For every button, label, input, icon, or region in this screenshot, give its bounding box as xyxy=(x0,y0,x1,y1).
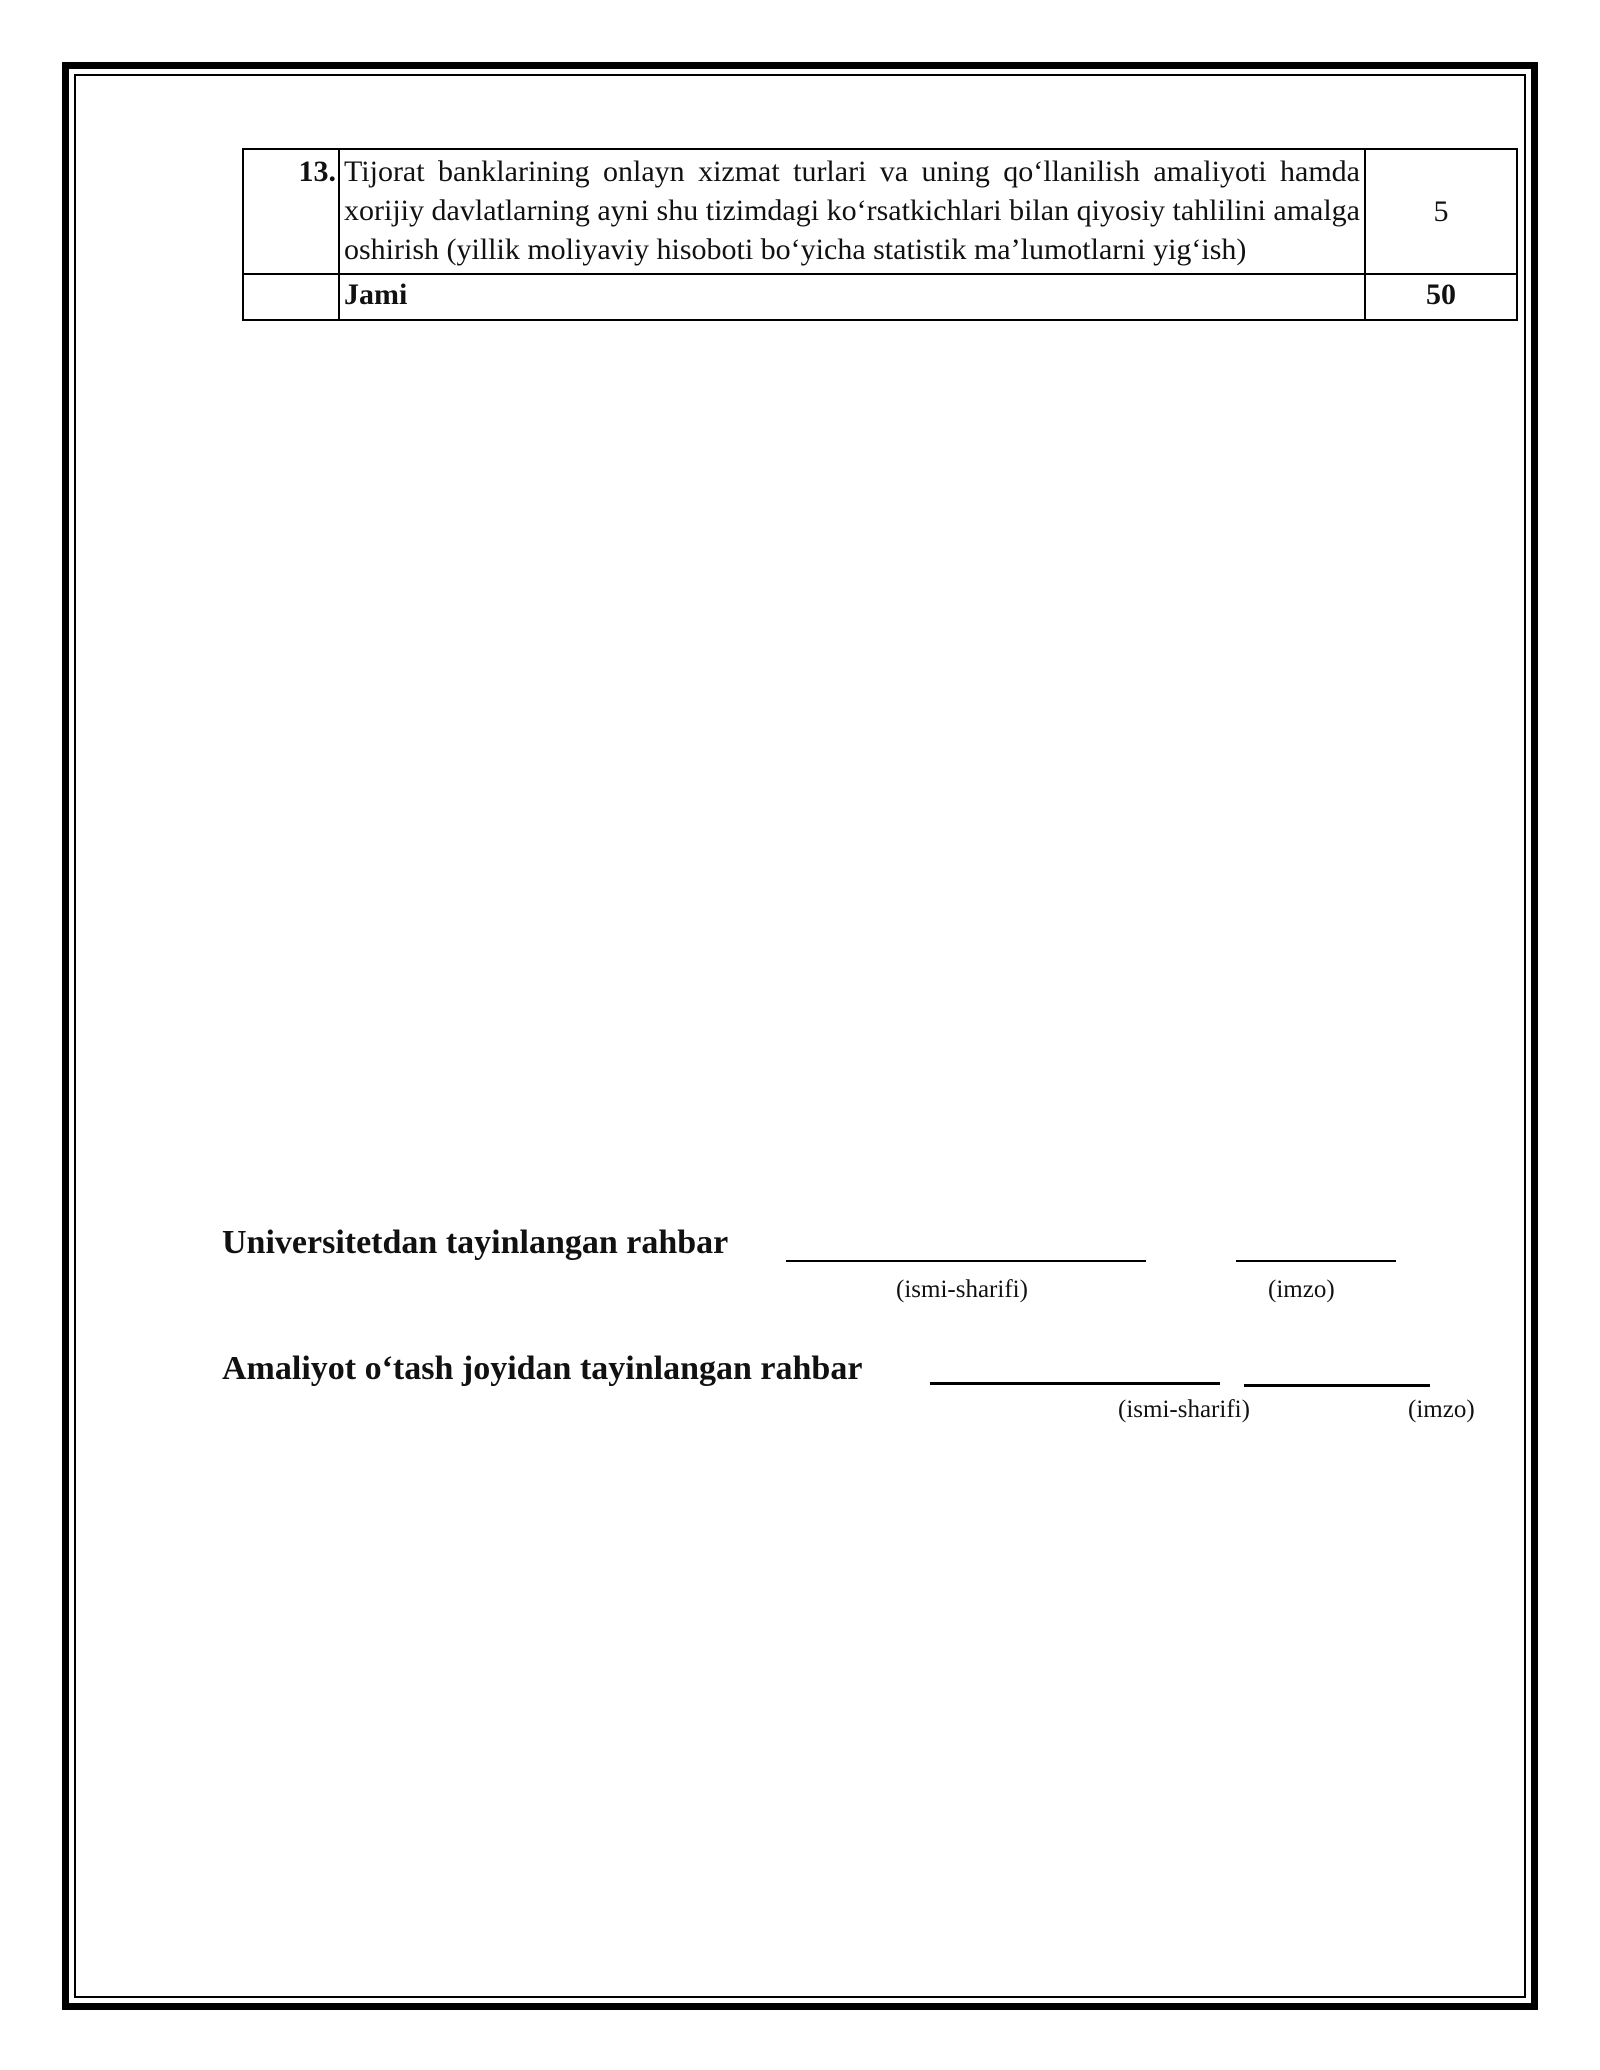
tasks-table xyxy=(242,148,1518,321)
practice-name-caption: (ismi-sharifi) xyxy=(1118,1396,1250,1423)
university-name-caption: (ismi-sharifi) xyxy=(896,1276,1028,1303)
total-label: Jami xyxy=(339,274,1365,320)
practice-supervisor-label: Amaliyot o‘tash joyidan tayinlangan rahbar xyxy=(222,1350,863,1387)
page-border-inner xyxy=(74,74,1526,1998)
row-number: 13. xyxy=(243,149,339,274)
total-score: 50 xyxy=(1365,274,1517,320)
task-description: Tijorat banklarining onlayn xizmat turlari va uning qo‘llanilish amaliyoti hamda xorijiy davlatlarning ayni shu tizimdagi ko‘rsatkichlari bilan qiyosiy tahlilini amalga oshirish (yillik moliyaviy hisoboti bo‘yicha statistik ma’lumotlarni yig‘ish) xyxy=(339,149,1365,274)
university-signature-caption: (imzo) xyxy=(1268,1276,1335,1303)
university-name-line xyxy=(786,1260,1146,1262)
university-signature-line xyxy=(1236,1260,1396,1262)
total-number-cell xyxy=(243,274,339,320)
task-score: 5 xyxy=(1365,149,1517,274)
total-row xyxy=(243,274,1517,320)
practice-signature-caption: (imzo) xyxy=(1408,1396,1475,1423)
table-row xyxy=(243,149,1517,274)
university-supervisor-label: Universitetdan tayinlangan rahbar xyxy=(222,1224,729,1261)
practice-name-line xyxy=(930,1382,1220,1385)
practice-signature-line xyxy=(1244,1384,1430,1387)
